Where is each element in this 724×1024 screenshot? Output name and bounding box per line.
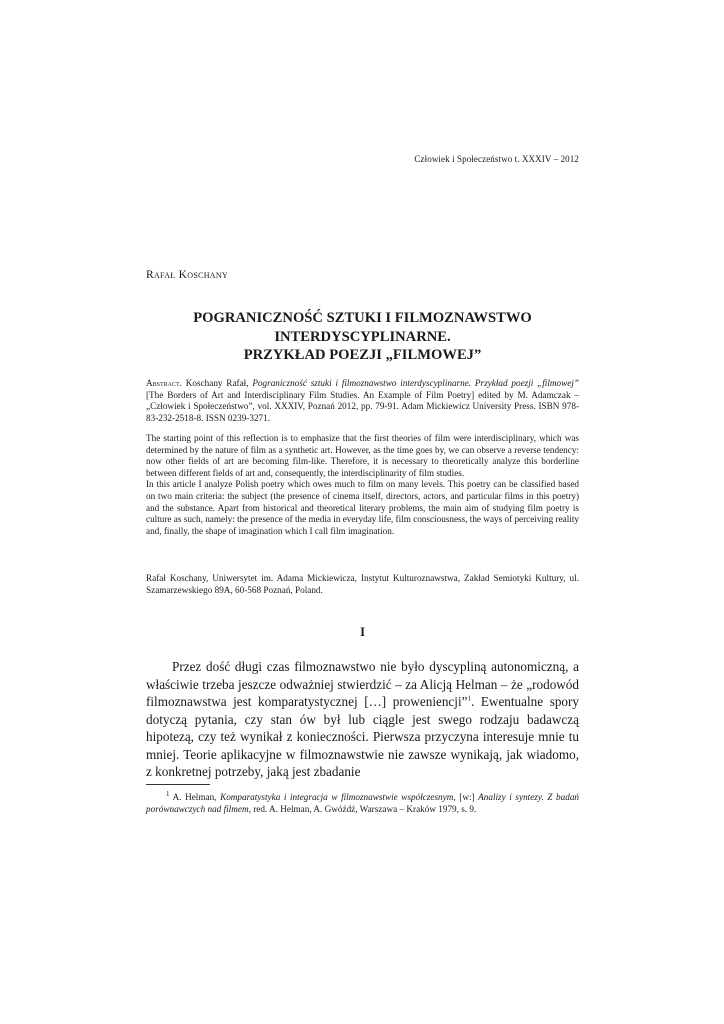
abstract-title: Pograniczność sztuki i filmoznawstwo interdyscyplinarne. Przykład poezji „filmowej” bbox=[252, 378, 579, 388]
footnote-title-2: Analizy i syntezy. Z badań porównawczych nad filmem bbox=[146, 792, 580, 814]
abstract-label: Abstract. bbox=[146, 378, 182, 388]
footnote bbox=[146, 791, 579, 815]
footnote-mid: , [w:] bbox=[453, 792, 479, 802]
title-line-2: INTERDYSCYPLINARNE. bbox=[274, 328, 451, 345]
footnote-title-1: Komparatystyka i integracja w filmoznawstwie współczesnym bbox=[220, 792, 454, 802]
article-title bbox=[146, 309, 579, 365]
body-text-start: Przez dość długi czas filmoznawstwo nie było dyscypliną autonomiczną, a właściwie trzeba jeszcze odważniej stwierdzić – za Alicją Helman – że „rodowód filmoznawstwa jest komparatystycznej […] proweniencji” bbox=[146, 659, 579, 709]
title-line-1: POGRANICZNOŚĆ SZTUKI I FILMOZNAWSTWO bbox=[193, 310, 532, 326]
abstract-citation: [The Borders of Art and Interdisciplinary Film Studies. An Example of Film Poetry] edited by M. Adamczak – „Człowiek i Społeczeństwo”, vol. XXXIV, Poznań 2012, pp. 79-91. Adam Mickiewicz University Press. ISBN 978-83-232-2518-8. ISSN 0239-3271. bbox=[146, 389, 579, 423]
running-header: Człowiek i Społeczeństwo t. XXXIV – 2012 bbox=[414, 154, 579, 164]
summary-paragraph-1: The starting point of this reflection is to emphasize that the first theories of film were interdisciplinary, which was determined by the nature of film as a synthetic art. However, as the time goes by, we can observe a reverse tendency: now other fields of art are becoming film-like. Therefore, it is necessary to theoretically analyze this borderline between different fields of art and, consequently, the interdisciplinarity of film studies. bbox=[146, 433, 579, 478]
author-name: Rafał Koschany bbox=[146, 269, 229, 281]
summary bbox=[146, 433, 579, 537]
title-line-3: PRZYKŁAD POEZJI „FILMOWEJ” bbox=[243, 347, 482, 363]
abstract-author: Koschany Rafał, bbox=[181, 378, 253, 388]
body-text-end: . Ewentualne spory dotyczą pytania, czy stan ów był lub ciągle jest swego rodzaju badawczą hipotezą, czy też wynikał z konieczności. Pierwsza przyczyna interesuje mnie tu mniej. Teorie aplikacyjne w filmoznawstwie nie zawsze wynikają, jak wiadomo, z konkretnej potrzeby, jaką jest zbadanie bbox=[146, 694, 579, 779]
body-paragraph bbox=[146, 658, 579, 781]
summary-paragraph-2: In this article I analyze Polish poetry which owes much to film on many levels. This poetry can be classified based on two main criteria: the subject (the presence of cinema itself, directors, actors, and particular films in this poetry) and the substance. Apart from historical and theoretical literary problems, the main aim of studying film poetry is culture as such, namely: the presence of the media in everyday life, film consciousness, the ways of perceiving reality and, finally, the shape of imagination which I call film imagination. bbox=[146, 479, 579, 536]
abstract bbox=[146, 378, 579, 424]
section-heading: I bbox=[360, 625, 365, 639]
author-affiliation: Rafał Koschany, Uniwersytet im. Adama Mickiewicza, Instytut Kulturoznawstwa, Zakład Semiotyki Kultury, ul. Szamarzewskiego 89A, 60-568 Poznań, Poland. bbox=[146, 573, 579, 595]
footnote-number: 1 bbox=[166, 789, 170, 798]
footnote-prefix: A. Helman, bbox=[169, 792, 221, 802]
footnote-ref[interactable]: 1 bbox=[467, 694, 471, 703]
footnote-suffix: , red. A. Helman, A. Gwóźdź, Warszawa – Kraków 1979, s. 9. bbox=[248, 804, 477, 814]
footnote-divider bbox=[146, 784, 210, 785]
